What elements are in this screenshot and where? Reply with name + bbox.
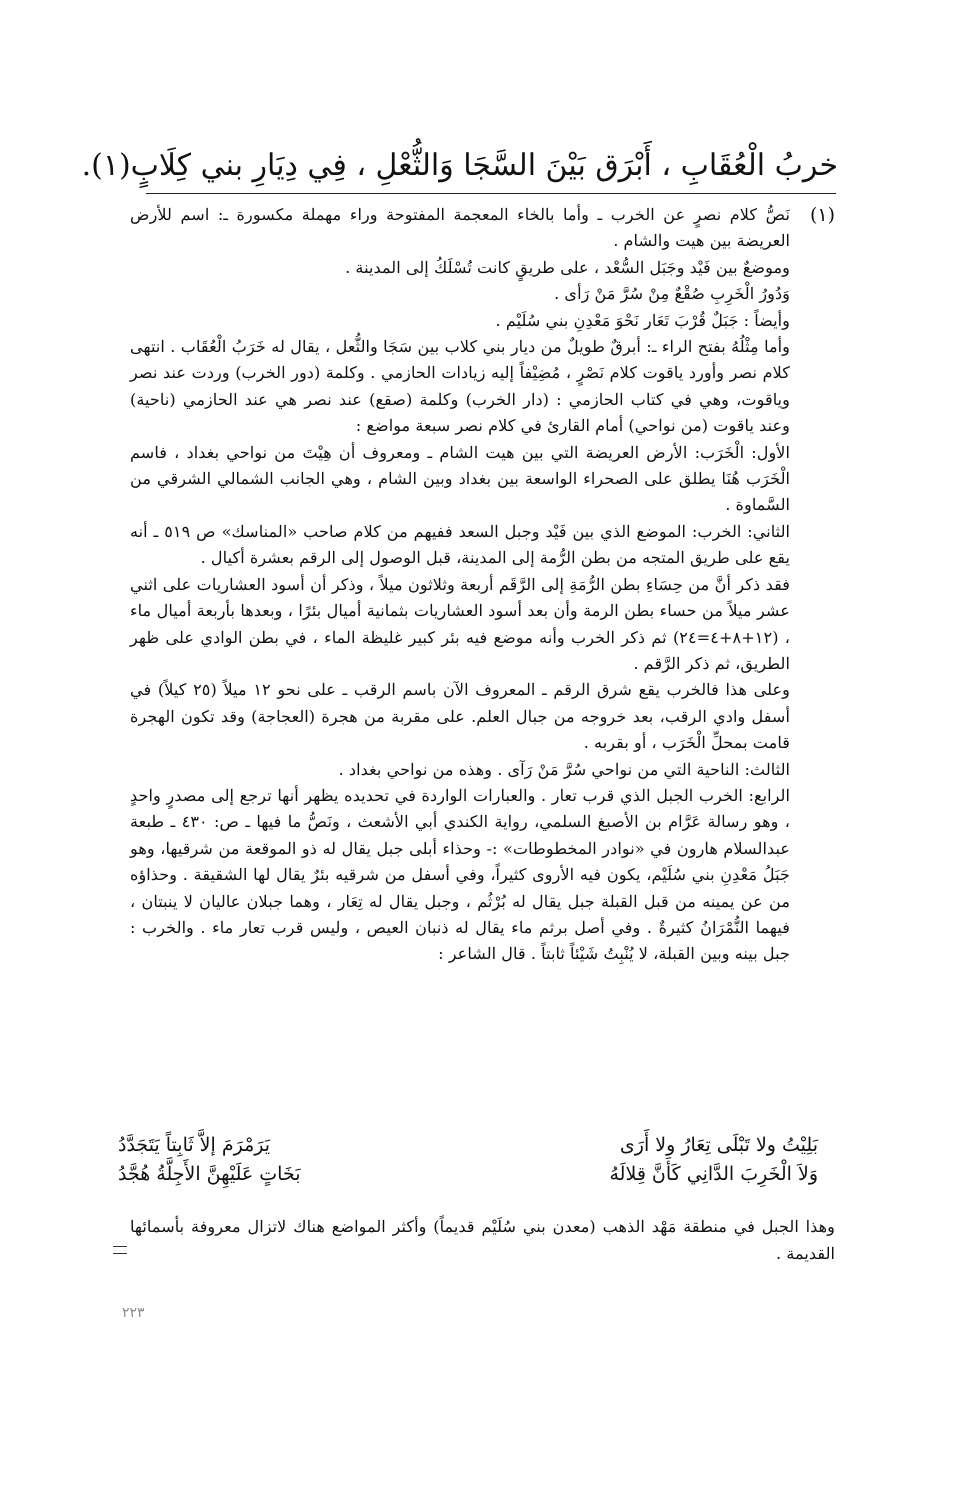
entry-heading: خربُ الْعُقَابِ ، أَبْرَق بَيْنَ السَّجَا وَالثُّعْلِ ، فِي دِيَارِ بني كِلَابٍ(١). <box>81 148 838 183</box>
page-number: ٢٢٣ <box>122 1305 145 1321</box>
poem-verse <box>118 1163 818 1193</box>
footnote-paragraph: وأما مِثْلُهُ بفتح الراء ـ: أبرقٌ طويلٌ من ديار بني كلاب بين سَجَا والثُّعل ، يقال له خَرَبُ الْعُقَاب . انتهى كلام نصر وأورد ياقوت كلام نَصْرٍ ، مُضِيْفاً إليه زيادات الحازمي . وكلمة (دور الخرب) وردت عند نصر وياقوت، وهي في كتاب الحازمي : (دار الخرب) وكلمة (صقع) عند نصر هي عند الحازمي (ناحية) وعند ياقوت (من نواحي) أمام القارئ في كلام نصر سبعة مواضع : <box>130 337 790 436</box>
closing-paragraph: وهذا الجبل في منطقة مَهْد الذهب (معدن بني سُلَيْم قديماً) وأكثر المواضع هناك لاتزال معروفة بأسمائها القديمة . <box>130 1217 835 1263</box>
footnote-paragraph: وأيضاً : جَبَلٌ قُرْبَ تَعَار نَحْوَ مَعْدِنِ بني سُلَيْم . <box>495 310 790 330</box>
footnote-paragraph: وموضعٌ بين فَيْد وجَبَل السُّعْد ، على طريقٍ كانت تُسْلَكُ إلى المدينة . <box>345 257 790 277</box>
continuation-mark <box>113 1246 127 1254</box>
footnote-paragraph: نَصُّ كلام نصرٍ عن الخرب ـ وأما بالخاء المعجمة المفتوحة وراء مهملة مكسورة ـ: اسم للأرض العريضة بين هيت والشام . <box>130 205 790 251</box>
closing-note <box>130 1213 835 1267</box>
verse-first-hemistich: وَلاَ الْخَرِبَ الدَّانِي كَأَنَّ قِلالَهُ <box>609 1163 818 1185</box>
footnote-paragraph: الرابع: الخرب الجبل الذي قرب تعار . والعبارات الواردة في تحديده يظهر أنها ترجع إلى مصدرٍ واحدٍ ، وهو رسالة عَرَّام بن الأصبغ السلمي، رواية الكندي أبي الأشعث ، ونَصُّ ما فيها ـ ص: ٤٣٠ ـ طبعة عبدالسلام هارون في «نوادر المخطوطات» :- وحذاء أبلى جبل يقال له ذو الموقعة من شرقيها، وهو جَبَلُ مَعْدِنِ بني سُلَيْم، يكون فيه الأروى كثيراً، وفي أسفل من شرقيه بئرٌ يقال لها الشقيقة . وحذاؤه من عن يمينه من قبل القبلة جبل يقال له بُرْثُم ، وجبل يقال له تِعَار ، وهما جبلان عاليان لا ينبتان ، فيهما النُّمْرَانُ كثيرةٌ . وفي أصل برثم ماء يقال له ذنبان العيص ، وليس قرب تعار ماء . والخرب : جبل بينه وبين القبلة، لا يُنْبِتُ شَيْئاً ثابتاً . قال الشاعر : <box>130 785 790 964</box>
poem-verse <box>118 1134 818 1164</box>
verse-second-hemistich: يَرَمْرَمَ إلاَّ ثَابِتاً يَتَجَدَّدُ <box>118 1134 271 1156</box>
footnote-paragraph: فقد ذكر أنَّ من حِسَاءِ بطن الرُّمَةِ إلى الرَّقَم أربعة وثلاثون ميلاً ، وذكر أن أسود العشاريات على اثني عشر ميلاً من حساء بطن الرمة وأن بعد أسود العشاريات بثمانية أميال بئرًا ، وبعدها بأربعة أميال ماء ، (١٢+٨+٤=٢٤) ثم ذكر الخرب وأنه موضع فيه بئر كبير غليظة الماء ، في بطن الوادي على ظهر الطريق، ثم ذكر الرَّقم . <box>130 574 790 673</box>
footnote-paragraph: الثاني: الخرب: الموضع الذي بين فَيْد وجبل السعد ففيهم من كلام صاحب «المناسك» ص ٥١٩ ـ أنه يقع على طريق المتجه من بطن الرُّمة إلى المدينة، قبل الوصول إلى الرقم بعشرة أكيال . <box>130 521 790 568</box>
heading-divider <box>146 193 836 194</box>
footnote-body <box>130 202 790 968</box>
footnote-paragraph: وعلى هذا فالخرب يقع شرق الرقم ـ المعروف الآن باسم الرقب ـ على نحو ١٢ ميلاً (٢٥ كيلاً) في أسفل وادي الرقب، بعد خروجه من جبال العلم. على مقربة من هجرة (العجاجة) وقد تكون الهجرة قامت بمحلِّ الْخَرَب ، أو بقربه . <box>130 680 790 753</box>
footnote-paragraph: وَدُورُ الْخَرِبِ صُقْعٌ مِنْ سُرَّ مَنْ رَأى . <box>554 284 790 304</box>
footnote-paragraph: الثالث: الناحية التي من نواحي سُرَّ مَنْ رَآى . وهذه من نواحي بغداد . <box>338 759 790 779</box>
footnote-marker: (١) <box>809 204 835 226</box>
footnote-paragraph: الأول: الْخَرَب: الأرض العريضة التي بين هيت الشام ـ ومعروف أن هِيْتَ من نواحي بغداد ، فاسم الْخَرَب هُنَا يطلق على الصحراء الواسعة بين بغداد وبين الشام ، وهي الجانب الشمالي الشرقي من السَّماوة . <box>130 442 790 515</box>
verse-second-hemistich: بَخَاتٍ عَلَيْهِنَّ الأَجِلَّةُ هُجَّدُ <box>118 1163 301 1185</box>
verse-first-hemistich: بَلِيْتُ ولا تَبْلَى تِعَارُ ولا أَرَى <box>619 1134 818 1156</box>
